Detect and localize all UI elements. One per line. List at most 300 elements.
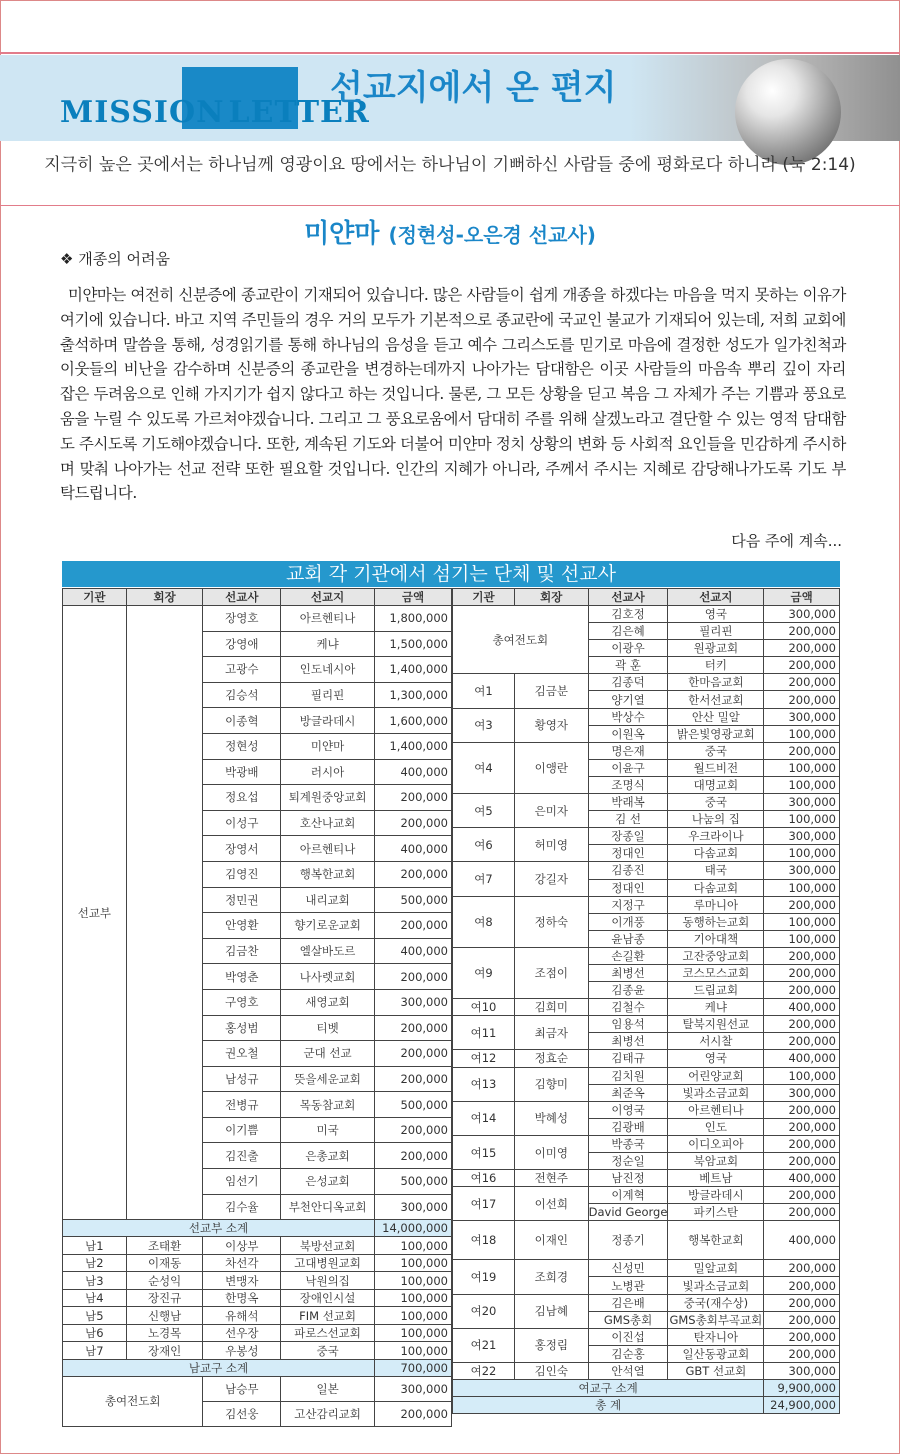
field-cell: 북방선교회 xyxy=(281,1237,375,1255)
amount-cell: 200,000 xyxy=(375,1015,452,1041)
table-row xyxy=(453,674,840,691)
missionary-cell: 김태규 xyxy=(588,1050,668,1067)
amount-cell: 200,000 xyxy=(764,1118,840,1135)
field-cell: 한서선교회 xyxy=(668,691,764,708)
table-row xyxy=(453,708,840,725)
missionary-cell: 이원옥 xyxy=(588,725,668,742)
logo-word1: MISSION xyxy=(60,95,225,130)
field-cell: 퇴계원중앙교회 xyxy=(281,785,375,811)
field-cell: 탈북지원선교 xyxy=(668,1016,764,1033)
amount-cell: 1,500,000 xyxy=(375,631,452,657)
org-cell: 여10 xyxy=(453,999,515,1016)
missionary-cell: 이윤구 xyxy=(588,759,668,776)
field-cell: 장애인시설 xyxy=(281,1289,375,1307)
amount-cell: 100,000 xyxy=(764,913,840,930)
amount-cell: 200,000 xyxy=(764,1101,840,1118)
section-heading xyxy=(60,248,170,269)
field-cell: 어린양교회 xyxy=(668,1067,764,1084)
missionary-cell: 강영애 xyxy=(203,631,281,657)
org-cell: 총여전도회 xyxy=(453,606,589,674)
missionary-cell: 김종진 xyxy=(588,862,668,879)
missionary-cell: 김철수 xyxy=(588,999,668,1016)
field-cell: 내리교회 xyxy=(281,887,375,913)
field-cell: 러시아 xyxy=(281,759,375,785)
amount-cell: 200,000 xyxy=(764,674,840,691)
amount-cell: 500,000 xyxy=(375,1092,452,1118)
missionary-cell: 이영국 xyxy=(588,1101,668,1118)
missionary-cell: 김순홍 xyxy=(588,1345,668,1362)
field-cell: 낙원의집 xyxy=(281,1272,375,1290)
field-cell: 고대병원교회 xyxy=(281,1254,375,1272)
field-cell: 코스모스교회 xyxy=(668,964,764,981)
missionary-cell: 김은혜 xyxy=(588,623,668,640)
amount-cell: 200,000 xyxy=(375,1066,452,1092)
head-cell: 노경목 xyxy=(126,1324,203,1342)
missionary-cell: 장종일 xyxy=(588,828,668,845)
field-cell: 중국 xyxy=(668,742,764,759)
missionary-cell: 최병선 xyxy=(588,964,668,981)
amount-cell: 100,000 xyxy=(764,776,840,793)
amount-cell: 400,000 xyxy=(375,836,452,862)
field-cell: 방글라데시 xyxy=(281,708,375,734)
missionary-cell: 노병관 xyxy=(588,1277,668,1294)
missionary-cell: 권오철 xyxy=(203,1041,281,1067)
field-cell: 일본 xyxy=(281,1376,375,1401)
amount-cell: 200,000 xyxy=(764,1016,840,1033)
field-cell: 부천안디옥교회 xyxy=(281,1194,375,1220)
field-cell: 나눔의 집 xyxy=(668,811,764,828)
field-cell: 필리핀 xyxy=(668,623,764,640)
field-cell: 다솜교회 xyxy=(668,845,764,862)
amount-cell: 200,000 xyxy=(375,1041,452,1067)
field-cell: 방글라데시 xyxy=(668,1187,764,1204)
missionary-cell: 김호정 xyxy=(588,606,668,623)
field-cell: 케냐 xyxy=(668,999,764,1016)
missionary-cell: 이성구 xyxy=(203,810,281,836)
table-row xyxy=(63,1307,452,1325)
org-cell: 여21 xyxy=(453,1328,515,1362)
missionary-cell: 정대인 xyxy=(588,879,668,896)
missionary-cell: 박래복 xyxy=(588,794,668,811)
table-row xyxy=(453,794,840,811)
table-row xyxy=(453,828,840,845)
table-row xyxy=(453,606,840,623)
amount-cell: 200,000 xyxy=(764,1135,840,1152)
table-row xyxy=(453,1221,840,1260)
head-cell: 김희미 xyxy=(514,999,588,1016)
field-cell: 루마니아 xyxy=(668,896,764,913)
head-cell: 신행남 xyxy=(126,1307,203,1325)
continued-note: 다음 주에 계속... xyxy=(731,532,842,550)
missionary-cell: 이기쁨 xyxy=(203,1117,281,1143)
field-cell: 군대 선교 xyxy=(281,1041,375,1067)
field-cell: 빛과소금교회 xyxy=(668,1084,764,1101)
table-row xyxy=(453,947,840,964)
missionary-cell: 박상수 xyxy=(588,708,668,725)
missionary-cell: 박광배 xyxy=(203,759,281,785)
amount-cell: 200,000 xyxy=(375,913,452,939)
field-cell: 아르헨티나 xyxy=(668,1101,764,1118)
grand-total-label: 총 계 xyxy=(453,1397,764,1414)
missionary-cell: 안석열 xyxy=(588,1362,668,1379)
org-cell: 여20 xyxy=(453,1294,515,1328)
field-cell: 베트남 xyxy=(668,1170,764,1187)
amount-cell: 200,000 xyxy=(764,964,840,981)
field-cell: 인도 xyxy=(668,1118,764,1135)
missionary-cell: 한명옥 xyxy=(203,1289,281,1307)
subtotal-label: 남교구 소계 xyxy=(63,1359,375,1376)
amount-cell: 400,000 xyxy=(764,1170,840,1187)
missionary-cell: 고광수 xyxy=(203,657,281,683)
right-support-table xyxy=(452,588,840,1414)
table-row xyxy=(453,1187,840,1204)
missionary-cell: 손길환 xyxy=(588,947,668,964)
table-row xyxy=(63,589,452,606)
missionary-cell: 정대인 xyxy=(588,845,668,862)
missionary-cell: 정순일 xyxy=(588,1153,668,1170)
missionary-cell: 김은배 xyxy=(588,1294,668,1311)
missionary-cell: 양기열 xyxy=(588,691,668,708)
column-header: 금액 xyxy=(375,589,452,606)
amount-cell: 100,000 xyxy=(375,1307,452,1325)
amount-cell: 100,000 xyxy=(375,1254,452,1272)
missionary-cell: 전병규 xyxy=(203,1092,281,1118)
table-row xyxy=(453,742,840,759)
org-cell: 여15 xyxy=(453,1135,515,1169)
field-cell: 밀알교회 xyxy=(668,1260,764,1277)
field-cell: 필리핀 xyxy=(281,682,375,708)
subtotal-label: 여교구 소계 xyxy=(453,1380,764,1397)
table-row xyxy=(453,1067,840,1084)
missionary-cell: 차선각 xyxy=(203,1254,281,1272)
table-row xyxy=(453,999,840,1016)
org-cell: 여3 xyxy=(453,708,515,742)
head-cell: 은미자 xyxy=(514,794,588,828)
amount-cell: 100,000 xyxy=(375,1237,452,1255)
amount-cell: 200,000 xyxy=(764,1187,840,1204)
table-row xyxy=(453,1362,840,1379)
top-divider xyxy=(0,52,900,54)
amount-cell: 200,000 xyxy=(764,1345,840,1362)
amount-cell: 200,000 xyxy=(764,623,840,640)
verse-divider xyxy=(0,205,900,206)
org-cell: 남3 xyxy=(63,1272,127,1290)
amount-cell: 1,300,000 xyxy=(375,682,452,708)
amount-cell: 200,000 xyxy=(764,1277,840,1294)
org-cell: 여1 xyxy=(453,674,515,708)
field-cell: 목동참교회 xyxy=(281,1092,375,1118)
missionary-cell: GMS총회 xyxy=(588,1311,668,1328)
org-cell: 남4 xyxy=(63,1289,127,1307)
missionary-cell: 이계혁 xyxy=(588,1187,668,1204)
missionary-cell: 장영서 xyxy=(203,836,281,862)
amount-cell: 300,000 xyxy=(764,1362,840,1379)
missionary-cell: 정현성 xyxy=(203,733,281,759)
amount-cell: 100,000 xyxy=(764,811,840,828)
subtotal-amount: 14,000,000 xyxy=(375,1220,452,1237)
org-cell: 여22 xyxy=(453,1362,515,1379)
table-row xyxy=(63,1220,452,1237)
field-cell: 케냐 xyxy=(281,631,375,657)
field-cell: GBT 선교회 xyxy=(668,1362,764,1379)
head-cell: 조태환 xyxy=(126,1237,203,1255)
amount-cell: 400,000 xyxy=(764,1221,840,1260)
amount-cell: 300,000 xyxy=(764,606,840,623)
head-cell: 이미영 xyxy=(514,1135,588,1169)
missionary-cell: 정민권 xyxy=(203,887,281,913)
field-cell: 은성교회 xyxy=(281,1169,375,1195)
amount-cell: 400,000 xyxy=(764,1050,840,1067)
amount-cell: 200,000 xyxy=(764,947,840,964)
org-cell: 여19 xyxy=(453,1260,515,1294)
bible-verse: 지극히 높은 곳에서는 하나님께 영광이요 땅에서는 하나님이 기뻐하신 사람들 중에 평화로다 하니라 (눅 2:14) xyxy=(44,155,856,175)
head-cell: 이재동 xyxy=(126,1254,203,1272)
head-cell: 전현주 xyxy=(514,1170,588,1187)
org-cell: 여7 xyxy=(453,862,515,896)
head-cell: 황영자 xyxy=(514,708,588,742)
amount-cell: 200,000 xyxy=(764,896,840,913)
missionary-cell: 임선기 xyxy=(203,1169,281,1195)
missionary-cell: 남진정 xyxy=(588,1170,668,1187)
field-cell: 호산나교회 xyxy=(281,810,375,836)
page-title: 선교지에서 온 편지 xyxy=(330,68,617,108)
missionary-cell: 장영호 xyxy=(203,606,281,632)
amount-cell: 200,000 xyxy=(764,1260,840,1277)
amount-cell: 200,000 xyxy=(764,691,840,708)
column-header: 기관 xyxy=(63,589,127,606)
missionary-cell: 이진섭 xyxy=(588,1328,668,1345)
missionary-cell: 김승석 xyxy=(203,682,281,708)
left-support-table xyxy=(62,588,452,1427)
org-cell: 여5 xyxy=(453,794,515,828)
section-title: 개종의 어려움 xyxy=(78,250,170,268)
org-cell: 여18 xyxy=(453,1221,515,1260)
missionary-cell: 김수율 xyxy=(203,1194,281,1220)
amount-cell: 100,000 xyxy=(764,725,840,742)
amount-cell: 200,000 xyxy=(375,810,452,836)
table-row xyxy=(453,1050,840,1067)
amount-cell: 100,000 xyxy=(375,1289,452,1307)
org-cell: 여14 xyxy=(453,1101,515,1135)
table-row xyxy=(453,1260,840,1277)
head-cell: 최금자 xyxy=(514,1016,588,1050)
missionary-cell: 박영춘 xyxy=(203,964,281,990)
field-cell: 밝은빛영광교회 xyxy=(668,725,764,742)
missionary-cell: 김종윤 xyxy=(588,982,668,999)
logo-word2: LETTER xyxy=(228,95,370,130)
missionary-cell: 임용석 xyxy=(588,1016,668,1033)
field-cell: 한마음교회 xyxy=(668,674,764,691)
amount-cell: 1,400,000 xyxy=(375,657,452,683)
table-row xyxy=(63,1324,452,1342)
letter-heading xyxy=(0,213,900,250)
amount-cell: 300,000 xyxy=(375,1194,452,1220)
head-cell: 김인숙 xyxy=(514,1362,588,1379)
amount-cell: 100,000 xyxy=(764,845,840,862)
table-row xyxy=(453,1101,840,1118)
field-cell: 일산동광교회 xyxy=(668,1345,764,1362)
field-cell: 안산 밀알 xyxy=(668,708,764,725)
amount-cell: 200,000 xyxy=(764,1033,840,1050)
missionary-cell: 이상부 xyxy=(203,1237,281,1255)
missionary-cell: 박종국 xyxy=(588,1135,668,1152)
amount-cell: 100,000 xyxy=(375,1342,452,1360)
amount-cell: 200,000 xyxy=(375,964,452,990)
table-row xyxy=(453,896,840,913)
org-cell: 여4 xyxy=(453,742,515,793)
table-row xyxy=(453,1170,840,1187)
field-cell: 중국 xyxy=(668,794,764,811)
field-cell: 행복한교회 xyxy=(281,861,375,887)
field-cell: 아르헨티나 xyxy=(281,606,375,632)
head-cell: 박혜성 xyxy=(514,1101,588,1135)
amount-cell: 200,000 xyxy=(764,1153,840,1170)
amount-cell: 300,000 xyxy=(764,1084,840,1101)
field-cell: 영국 xyxy=(668,606,764,623)
table-row xyxy=(453,862,840,879)
org-cell: 남7 xyxy=(63,1342,127,1360)
missionary-cell: 김진출 xyxy=(203,1143,281,1169)
field-cell: 행복한교회 xyxy=(668,1221,764,1260)
amount-cell: 1,600,000 xyxy=(375,708,452,734)
missionary-cell: 안영환 xyxy=(203,913,281,939)
field-cell: 파로스선교회 xyxy=(281,1324,375,1342)
amount-cell: 200,000 xyxy=(764,1294,840,1311)
table-row xyxy=(453,1328,840,1345)
missionary-cell: 신성민 xyxy=(588,1260,668,1277)
org-cell: 여17 xyxy=(453,1187,515,1221)
head-cell: 김향미 xyxy=(514,1067,588,1101)
missionary-cell: 이개풍 xyxy=(588,913,668,930)
table-row xyxy=(63,1342,452,1360)
column-header: 회장 xyxy=(126,589,203,606)
missionary-cell: 유해석 xyxy=(203,1307,281,1325)
head-cell: 순성익 xyxy=(126,1272,203,1290)
amount-cell: 200,000 xyxy=(764,1328,840,1345)
missionary-cell: 구영호 xyxy=(203,989,281,1015)
amount-cell: 200,000 xyxy=(764,742,840,759)
missionary-cell: 변맹자 xyxy=(203,1272,281,1290)
amount-cell: 200,000 xyxy=(764,982,840,999)
org-cell: 여12 xyxy=(453,1050,515,1067)
amount-cell: 200,000 xyxy=(375,861,452,887)
subtotal-label: 선교부 소계 xyxy=(63,1220,375,1237)
missionary-cell: 이광우 xyxy=(588,640,668,657)
field-cell: 탄자니아 xyxy=(668,1328,764,1345)
field-cell: 원광교회 xyxy=(668,640,764,657)
amount-cell: 500,000 xyxy=(375,1169,452,1195)
field-cell: 중국(재수상) xyxy=(668,1294,764,1311)
field-cell: 기아대책 xyxy=(668,930,764,947)
head-cell: 정효순 xyxy=(514,1050,588,1067)
missionary-cell: 명은재 xyxy=(588,742,668,759)
missionary-cell: 남성규 xyxy=(203,1066,281,1092)
field-cell: 서시찰 xyxy=(668,1033,764,1050)
org-cell: 여13 xyxy=(453,1067,515,1101)
amount-cell: 400,000 xyxy=(764,999,840,1016)
field-cell: 엘살바도르 xyxy=(281,938,375,964)
field-cell: 미국 xyxy=(281,1117,375,1143)
head-cell: 장진규 xyxy=(126,1289,203,1307)
table-row xyxy=(453,1294,840,1311)
table-row xyxy=(453,589,840,606)
column-header: 회장 xyxy=(514,589,588,606)
amount-cell: 200,000 xyxy=(375,1401,452,1426)
head-cell: 조점이 xyxy=(514,947,588,998)
field-cell: 다솜교회 xyxy=(668,879,764,896)
amount-cell: 100,000 xyxy=(764,759,840,776)
column-header: 기관 xyxy=(453,589,515,606)
missionary-cell: 홍성범 xyxy=(203,1015,281,1041)
column-header: 선교지 xyxy=(281,589,375,606)
subtotal-amount: 9,900,000 xyxy=(764,1380,840,1397)
amount-cell: 300,000 xyxy=(375,989,452,1015)
missionary-cell: 지정구 xyxy=(588,896,668,913)
missionary-cell: 정요섭 xyxy=(203,785,281,811)
field-cell: 태국 xyxy=(668,862,764,879)
field-cell: 북암교회 xyxy=(668,1153,764,1170)
field-cell: 우크라이나 xyxy=(668,828,764,845)
amount-cell: 200,000 xyxy=(375,1117,452,1143)
field-cell: 새영교회 xyxy=(281,989,375,1015)
head-cell: 이앵란 xyxy=(514,742,588,793)
country-name: 미얀마 xyxy=(304,219,380,249)
field-cell: 고산감리교회 xyxy=(281,1401,375,1426)
table-row xyxy=(453,1016,840,1033)
missionary-cell: 이종혁 xyxy=(203,708,281,734)
amount-cell: 400,000 xyxy=(375,759,452,785)
amount-cell: 200,000 xyxy=(764,1311,840,1328)
amount-cell: 100,000 xyxy=(764,879,840,896)
missionary-cell: 조명식 xyxy=(588,776,668,793)
field-cell: 드림교회 xyxy=(668,982,764,999)
head-cell: 강길자 xyxy=(514,862,588,896)
head-cell: 정하숙 xyxy=(514,896,588,947)
missionary-cell: 김선웅 xyxy=(203,1401,281,1426)
amount-cell: 200,000 xyxy=(764,1204,840,1221)
head-cell: 이재인 xyxy=(514,1221,588,1260)
amount-cell: 100,000 xyxy=(375,1272,452,1290)
head-cell: 조희경 xyxy=(514,1260,588,1294)
field-cell: 파키스탄 xyxy=(668,1204,764,1221)
column-header: 선교지 xyxy=(668,589,764,606)
field-cell: 동행하는교회 xyxy=(668,913,764,930)
missionary-cell: 김치원 xyxy=(588,1067,668,1084)
org-cell: 여8 xyxy=(453,896,515,947)
field-cell: 인도네시아 xyxy=(281,657,375,683)
amount-cell: 100,000 xyxy=(764,930,840,947)
org-cell: 여16 xyxy=(453,1170,515,1187)
missionary-cell: 정종기 xyxy=(588,1221,668,1260)
missionary-cell: 김영진 xyxy=(203,861,281,887)
missionary-names: (정현성-오은경 선교사) xyxy=(388,223,596,247)
missionary-cell: 최병선 xyxy=(588,1033,668,1050)
field-cell: 대명교회 xyxy=(668,776,764,793)
org-cell: 남2 xyxy=(63,1254,127,1272)
column-header: 금액 xyxy=(764,589,840,606)
field-cell: 월드비전 xyxy=(668,759,764,776)
org-cell: 여11 xyxy=(453,1016,515,1050)
missionary-cell: 우봉성 xyxy=(203,1342,281,1360)
field-cell: FIM 선교회 xyxy=(281,1307,375,1325)
field-cell: 중국 xyxy=(281,1342,375,1360)
amount-cell: 400,000 xyxy=(375,938,452,964)
head-cell: 허미영 xyxy=(514,828,588,862)
head-cell xyxy=(126,606,203,1220)
field-cell: 터키 xyxy=(668,657,764,674)
org-cell: 선교부 xyxy=(63,606,127,1220)
table-row xyxy=(63,1254,452,1272)
